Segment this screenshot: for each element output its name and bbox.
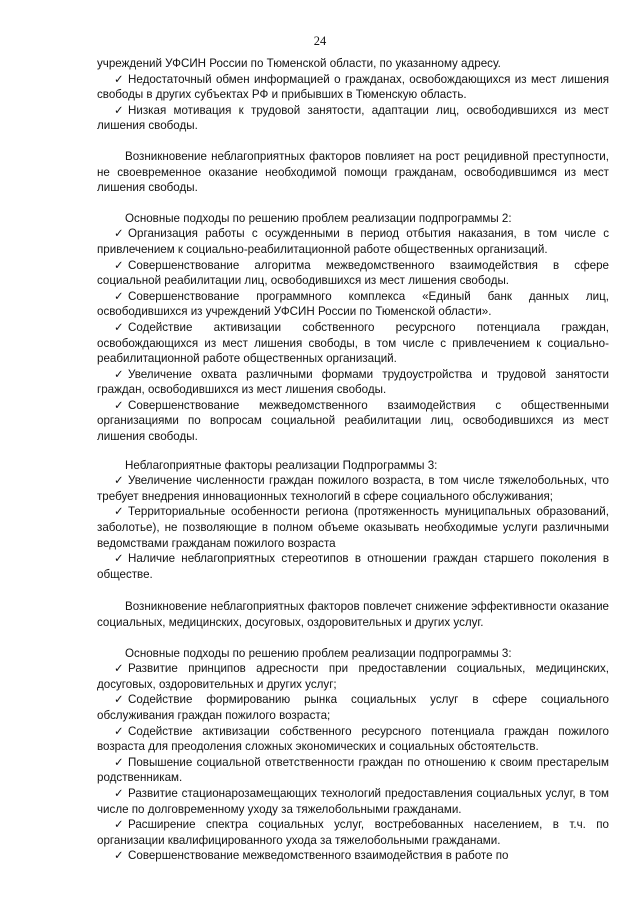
checkmark-icon: ✓ — [114, 552, 124, 566]
continuation-line: учреждений УФСИН России по Тюменской области, по указанному адресу. — [97, 57, 501, 70]
page-content — [97, 56, 609, 864]
checkmark-icon: ✓ — [114, 505, 124, 519]
checkmark-icon: ✓ — [114, 367, 124, 381]
list-item-text: Совершенствование межведомственного взаимодействия с общественными организациями по вопросам социальной реабилитации лиц, освободившихся из мест лишения свободы. — [97, 398, 609, 444]
checkmark-icon: ✓ — [114, 693, 124, 707]
list-item — [97, 289, 609, 320]
paragraph: Возникновение неблагоприятных факторов повлияет на рост рецидивной преступности, не своевременное оказание необходимой помощи гражданам, освободившимся из мест лишения свободы. — [97, 149, 609, 195]
list-item-text: Недостаточный обмен информацией о гражданах, освобождающихся из мест лишения свободы в других субъектах РФ и прибывших в Тюменскую область. — [97, 72, 609, 102]
checkmark-icon: ✓ — [114, 227, 124, 241]
list-item — [97, 817, 609, 848]
list-item-text: Повышение социальной ответственности граждан по отношению к своим престарелым родственникам. — [97, 755, 609, 785]
checkmark-icon: ✓ — [114, 72, 124, 86]
list-item-text: Развитие стационарозамещающих технологий предоставления социальных услуг, в том числе по долговременному уходу за тяжелобольными гражданами. — [97, 786, 609, 816]
list-item-text: Низкая мотивация к трудовой занятости, адаптации лиц, освободившихся из мест лишения свободы. — [97, 103, 609, 133]
list-item — [97, 724, 609, 755]
list-item — [97, 398, 609, 445]
list-item-text: Территориальные особенности региона (протяженность муниципальных образований, заболотье), не позволяющие в полном объеме оказывать необходимые услуги различными ведомствами гражданам пожилого возраста — [97, 505, 609, 550]
paragraph: Возникновение неблагоприятных факторов повлечет снижение эффективности оказание социальных, медицинских, досуговых, оздоровительных и других услуг. — [97, 600, 609, 629]
list-item-text: Содействие активизации собственного ресурсного потенциала граждан пожилого возраста для преодоления сложных экономических и социальных обстоятельств. — [97, 724, 609, 754]
checkmark-icon: ✓ — [114, 398, 124, 412]
checkmark-icon: ✓ — [114, 662, 124, 676]
list-item-text: Содействие формированию рынка социальных услуг в сфере социального обслуживания граждан пожилого возраста; — [97, 693, 609, 722]
list-item — [97, 320, 609, 367]
list-item — [97, 786, 609, 817]
list-item — [97, 661, 609, 692]
list-item — [97, 551, 609, 582]
list-item — [97, 692, 609, 723]
checkmark-icon: ✓ — [114, 289, 124, 303]
list-item — [97, 258, 609, 289]
list-item-text: Организация работы с осужденными в период отбытия наказания, в том числе с привлечением к социально-реабилитационной работе общественных организаций. — [97, 227, 609, 256]
checkmark-icon: ✓ — [114, 474, 124, 488]
checkmark-icon: ✓ — [114, 320, 124, 334]
list-item-text: Совершенствование алгоритма межведомственного взаимодействия в сфере социальной реабилитации лиц, освободившихся из мест лишения свободы. — [97, 258, 609, 288]
list-item-text: Совершенствование межведомственного взаимодействия в работе по — [128, 849, 509, 863]
section-heading: Основные подходы по решению проблем реализации подпрограммы 3: — [125, 646, 512, 660]
list-item-text: Совершенствование программного комплекса «Единый банк данных лиц, освободившихся из учреждений УФСИН России по Тюменской области». — [97, 289, 609, 319]
section-heading: Основные подходы по решению проблем реализации подпрограммы 2: — [125, 211, 512, 225]
list-item-text: Наличие неблагоприятных стереотипов в отношении граждан старшего поколения в обществе. — [97, 552, 609, 581]
checkmark-icon: ✓ — [114, 258, 124, 272]
checkmark-icon: ✓ — [114, 786, 124, 800]
checkmark-icon: ✓ — [114, 103, 124, 117]
list-item — [97, 103, 609, 134]
list-item — [97, 72, 609, 103]
list-item-text: Увеличение охвата различными формами трудоустройства и трудовой занятости граждан, освободившихся из мест лишения свободы. — [97, 367, 609, 397]
page-number: 24 — [313, 34, 327, 48]
checkmark-icon: ✓ — [114, 755, 124, 769]
list-item — [97, 226, 609, 257]
list-item — [97, 755, 609, 786]
list-item — [97, 504, 609, 551]
list-item-text: Развитие принципов адресности при предоставлении социальных, медицинских, досуговых, оздоровительных и других услуг; — [97, 662, 609, 691]
list-item — [97, 848, 609, 864]
list-item — [97, 367, 609, 398]
checkmark-icon: ✓ — [114, 849, 124, 863]
checkmark-icon: ✓ — [114, 724, 124, 738]
checkmark-icon: ✓ — [114, 818, 124, 832]
list-item — [97, 473, 609, 504]
list-item-text: Содействие активизации собственного ресурсного потенциала граждан, освобождающихся из мест лишения свободы, в том числе с привлечением к социально-реабилитационной работе общественных организаций. — [97, 320, 609, 366]
section-heading: Неблагоприятные факторы реализации Подпрограммы 3: — [125, 458, 438, 472]
list-item-text: Расширение спектра социальных услуг, востребованных населением, в т.ч. по организации квалифицированного ухода за тяжелобольными гражданами. — [97, 818, 609, 847]
list-item-text: Увеличение численности граждан пожилого возраста, в том числе тяжелобольных, что требует внедрения инновационных технологий в сфере социального обслуживания; — [97, 474, 609, 503]
